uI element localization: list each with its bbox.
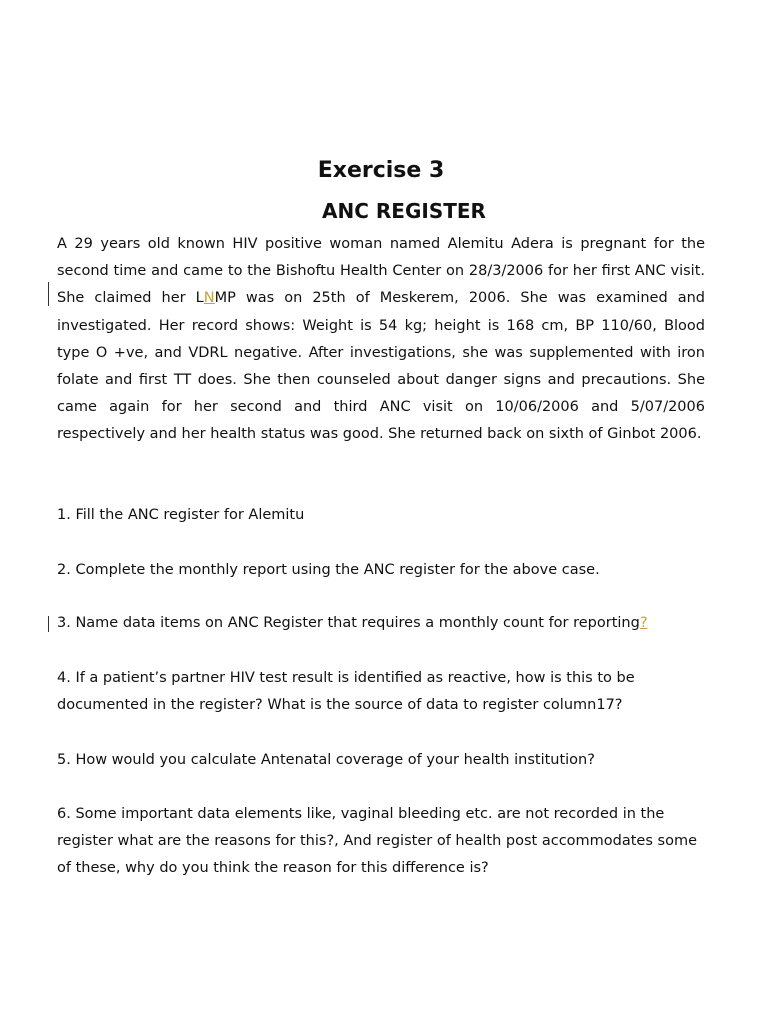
tracked-insertion: N — [203, 290, 215, 307]
question-1: 1. Fill the ANC register for Alemitu — [57, 507, 305, 523]
change-bar-marker — [48, 616, 49, 632]
tracked-insertion: ? — [639, 615, 648, 631]
page-title: Exercise 3 — [317, 158, 445, 183]
question-3-text: 3. Name data items on ANC Register that requires a monthly count for reporting — [57, 615, 640, 631]
page-subtitle: ANC REGISTER — [322, 199, 486, 223]
question-5: 5. How would you calculate Antenatal coverage of your health institution? — [57, 752, 595, 768]
case-text-part-2: MP was on 25th of Meskerem, 2006. She was examined and investigated. Her record shows: Weight is 54 kg; height is 168 cm, BP 110/60, Blood type O +ve, and VDRL negative. After investigations, she was supplemented with iron folate and first TT does. She then counseled about danger signs and precautions. She came again for her second and third ANC visit on 10/06/2006 and 5/07/2006 respectively and her health status was good. She returned back on sixth of Ginbot 2006. — [57, 290, 705, 443]
question-6: 6. Some important data elements like, vaginal bleeding etc. are not recorded in the register what are the reasons for this?, And register of health post accommodates some of these, why do you think the reason for this difference is? — [57, 806, 697, 877]
case-text-part-1: A 29 years old known HIV positive woman named Alemitu Adera is pregnant for the second time and came to the Bishoftu Health Center on 28/3/2006 for her first ANC visit. She claimed her L — [57, 236, 705, 307]
question-3 — [57, 610, 705, 637]
question-2: 2. Complete the monthly report using the ANC register for the above case. — [57, 562, 600, 578]
case-description-paragraph — [57, 231, 705, 449]
change-bar-marker — [48, 282, 49, 306]
question-4: 4. If a patient’s partner HIV test result is identified as reactive, how is this to be documented in the register? What is the source of data to register column17? — [57, 670, 635, 714]
